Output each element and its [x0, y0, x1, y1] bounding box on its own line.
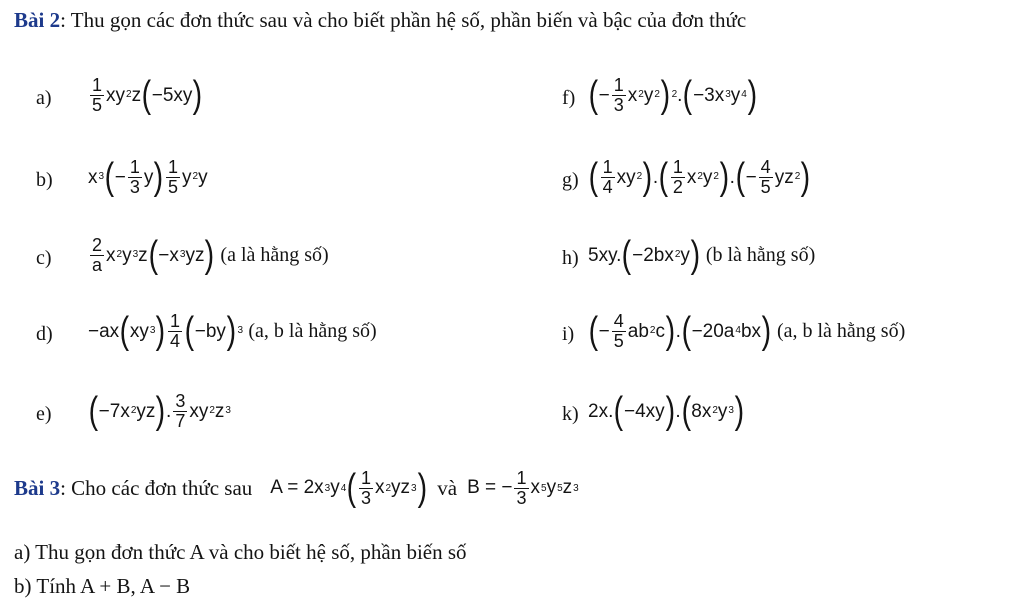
problem-g-label: g)	[562, 169, 579, 191]
problem-d-note: (a, b là hằng số)	[248, 320, 377, 342]
problem-e	[36, 390, 231, 432]
problem-i-expression: ( − $\frac{4}{5}$ ab 2 c ) . ( −20a 4 bx ) (a, b là hằng số)	[588, 310, 906, 352]
problem-c	[36, 234, 329, 276]
problem-c-expression: $\frac{2}{a}$ x 2 y 3 z ( −x 3 yz ) (a là hằng số)	[92, 234, 329, 276]
problem-h-label: h)	[562, 247, 579, 269]
problem-c-note: (a là hằng số)	[220, 244, 329, 266]
problem-f	[562, 74, 757, 116]
problem-a-expression: $\frac{1}{5}$ xy 2 z ( −5xy )	[92, 74, 203, 116]
problem-d-label: d)	[36, 323, 53, 345]
exercise-3-sub-b: b) Tính A + B, A − B	[14, 574, 191, 598]
problem-h-note: (b là hằng số)	[705, 244, 816, 266]
problem-b	[36, 156, 208, 198]
problem-k-label: k)	[562, 403, 579, 425]
exercise-3-text: : Cho các đơn thức sau	[60, 475, 253, 500]
problem-i-note: (a, b là hằng số)	[776, 320, 906, 342]
problem-g	[562, 156, 811, 198]
problem-f-expression: ( − $\frac{1}{3}$ x 2 y 2 ) 2 . ( −3x 3 y 4 )	[588, 74, 757, 116]
exercise-2-heading	[14, 8, 746, 33]
problem-k	[562, 390, 745, 432]
problem-e-label: e)	[36, 403, 52, 425]
monomial-b: B = − $\frac{1}{3}$ x 5 y 5 z 3	[467, 467, 579, 508]
problem-b-label: b)	[36, 169, 53, 191]
problem-g-expression: ( $\frac{1}{4}$ xy 2 ) . ( $\frac{1}{2}$ x 2 y 2 ) . ( − $\frac{4}{5}$ yz 2 )	[588, 156, 811, 198]
problem-k-expression: 2x. ( −4xy ) . ( 8x 2 y 3 )	[588, 390, 745, 432]
problem-d-expression: −ax ( xy 3 ) $\frac{1}{4}$ ( −by ) 3 (a, b là hằng số)	[88, 310, 377, 352]
exercise-3-heading	[14, 467, 579, 509]
exercise-2-label: Bài 2	[14, 8, 61, 32]
problem-b-expression: x 3 ( − $\frac{1}{3}$ y ) $\frac{1}{5}$ y 2 y	[88, 156, 208, 198]
problem-i	[562, 310, 906, 352]
problem-a-label: a)	[36, 87, 52, 109]
problem-c-label: c)	[36, 247, 52, 269]
exercise-2-text: : Thu gọn các đơn thức sau và cho biết phần hệ số, phần biến và bậc của đơn thức	[60, 8, 747, 32]
problem-h	[562, 234, 816, 276]
conjunction: và	[437, 475, 458, 500]
problem-f-label: f)	[562, 87, 576, 109]
problem-d	[36, 310, 377, 352]
monomial-a: A = 2x 3 y 4 ( $\frac{1}{3}$ x 2 yz 3 )	[270, 467, 427, 509]
exercise-3-label: Bài 3	[14, 475, 61, 500]
problem-i-label: i)	[562, 323, 575, 345]
exercise-3-sub-a: a) Thu gọn đơn thức A và cho biết hệ số, phần biến số	[14, 540, 467, 564]
problem-e-expression: ( −7x 2 yz ) . $\frac{3}{7}$ xy 2 z 3	[88, 390, 231, 432]
problem-h-expression: 5xy. ( −2bx 2 y ) (b là hằng số)	[588, 234, 816, 276]
problem-a	[36, 74, 203, 116]
